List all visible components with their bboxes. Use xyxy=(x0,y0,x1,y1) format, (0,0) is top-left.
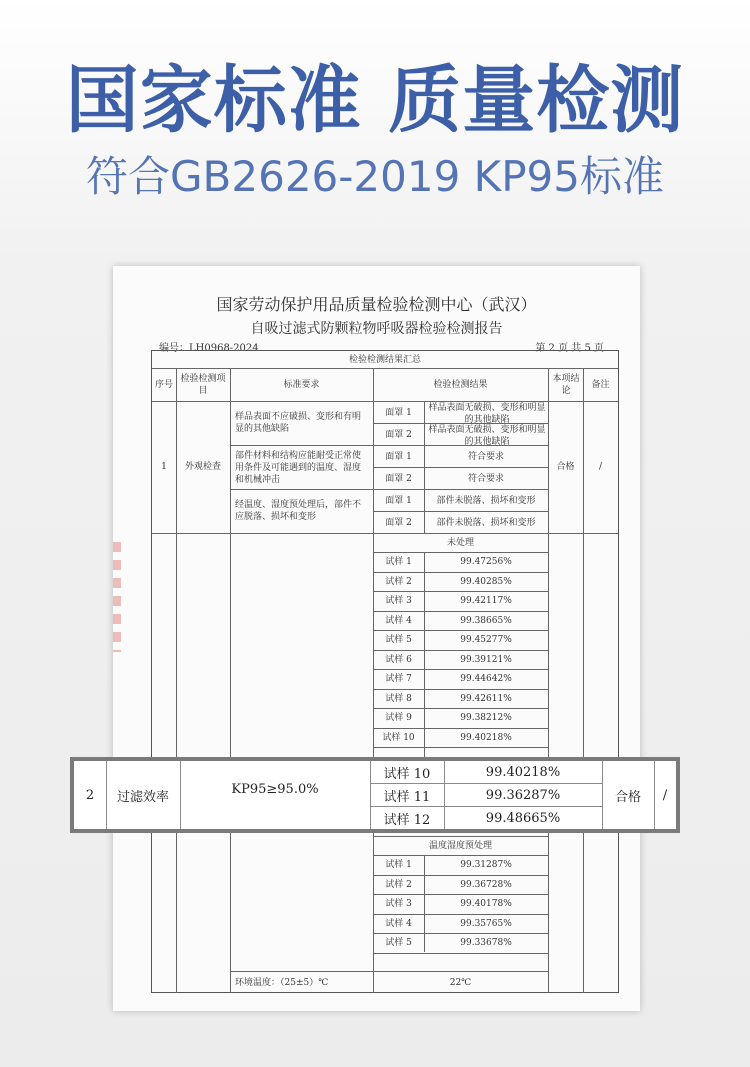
sample-value: 99.40285% xyxy=(460,576,512,587)
appearance-item: 外观检查 xyxy=(184,462,221,472)
report-organization-title: 国家劳动保护用品质量检验检测中心（武汉） xyxy=(216,295,537,314)
results-summary-table xyxy=(151,350,619,993)
appearance-mask: 面罩 2 xyxy=(385,518,412,528)
appearance-mask: 面罩 1 xyxy=(385,408,412,418)
table-caption: 检验检测结果汇总 xyxy=(348,355,421,365)
sample-value: 99.36728% xyxy=(460,879,512,890)
highlight-sample-value: 99.48665% xyxy=(485,810,561,826)
sample-name: 试样 9 xyxy=(385,713,412,723)
sample-value: 99.45277% xyxy=(460,635,512,645)
sample-value: 99.47256% xyxy=(460,557,512,567)
highlight-no: 2 xyxy=(85,787,95,803)
sample-name: 试样 5 xyxy=(385,938,412,948)
appearance-result: 符合要求 xyxy=(467,474,504,484)
env-temperature-value: 22℃ xyxy=(449,978,472,988)
sample-value: 99.44642% xyxy=(460,674,512,684)
sample-value: 99.38212% xyxy=(460,713,512,723)
header-remark: 备注 xyxy=(591,380,610,390)
report-number: 编号：LH0968-2024 xyxy=(159,343,259,354)
sample-name: 试样 4 xyxy=(385,615,412,626)
sample-name: 试样 4 xyxy=(385,918,412,929)
highlight-sample-name: 试样 12 xyxy=(383,812,431,828)
sample-name: 试样 3 xyxy=(385,899,412,909)
sample-name: 试样 5 xyxy=(385,635,412,645)
sample-name: 试样 8 xyxy=(385,693,412,704)
highlight-requirement: KP95≥95.0% xyxy=(231,781,319,797)
appearance-remark: / xyxy=(598,462,603,472)
sample-value: 99.35765% xyxy=(460,918,512,929)
report-page-info: 第 2 页 共 5 页 xyxy=(535,343,604,354)
header-requirement: 标准要求 xyxy=(283,380,320,390)
header-item: 检验检测项目 xyxy=(180,374,226,396)
appearance-conclusion: 合格 xyxy=(556,462,575,472)
sample-value: 99.40218% xyxy=(460,732,512,743)
appearance-result: 部件未脱落、损坏和变形 xyxy=(436,518,536,528)
red-seal-stamp xyxy=(113,542,121,652)
appearance-req-3: 经温度、湿度预处理后，部件不应脱落、损坏和变形 xyxy=(235,500,362,522)
sample-value: 99.42117% xyxy=(460,596,512,606)
highlight-sample-name: 试样 10 xyxy=(383,766,431,782)
appearance-result: 部件未脱落、损坏和变形 xyxy=(436,496,536,506)
untreated-label: 未处理 xyxy=(446,538,474,548)
sample-value: 99.31287% xyxy=(460,860,512,870)
appearance-mask: 面罩 2 xyxy=(385,430,412,440)
sample-name: 试样 10 xyxy=(382,732,415,743)
highlight-sample-value: 99.36287% xyxy=(485,787,561,803)
appearance-req-2: 部件材料和结构应能耐受正常使用条件及可能遇到的温度、湿度和机械冲击 xyxy=(235,451,362,485)
sample-name: 试样 6 xyxy=(385,654,412,665)
appearance-mask: 面罩 1 xyxy=(385,452,412,462)
sample-name: 试样 2 xyxy=(385,576,412,587)
appearance-no: 1 xyxy=(161,462,167,472)
sample-value: 99.39121% xyxy=(460,654,512,665)
sample-value: 99.38665% xyxy=(460,615,512,626)
header-conclusion: 本项结论 xyxy=(552,374,580,396)
appearance-result: 样品表面无破损、变形和明显的其他缺陷 xyxy=(428,403,546,425)
env-temperature-label: 环境温度：（25±5）℃ xyxy=(235,978,329,988)
highlight-conclusion: 合格 xyxy=(614,789,641,805)
highlight-item: 过滤效率 xyxy=(116,789,169,805)
sample-value: 99.42611% xyxy=(460,693,512,704)
appearance-result: 样品表面无破损、变形和明显的其他缺陷 xyxy=(428,425,546,447)
highlight-remark: / xyxy=(662,787,668,803)
subheadline: 符合GB2626-2019 KP95标准 xyxy=(86,152,664,201)
sample-name: 试样 1 xyxy=(385,860,412,870)
headline: 国家标准 质量检测 xyxy=(65,58,685,143)
sample-name: 试样 3 xyxy=(385,596,412,606)
test-report-document xyxy=(113,266,640,1011)
sample-name: 试样 7 xyxy=(385,674,412,684)
report-title: 自吸过滤式防颗粒物呼吸器检验检测报告 xyxy=(250,321,503,337)
appearance-result: 符合要求 xyxy=(467,452,504,462)
header-no: 序号 xyxy=(154,380,173,390)
pretreat-label: 温度湿度预处理 xyxy=(428,841,492,851)
sample-name: 试样 2 xyxy=(385,879,412,890)
highlight-sample-value: 99.40218% xyxy=(485,764,561,780)
sample-value: 99.40178% xyxy=(460,899,512,909)
header-result: 检验检测结果 xyxy=(433,380,488,390)
highlight-sample-name: 试样 11 xyxy=(383,789,431,805)
appearance-req-1: 样品表面不应破损、变形和有明显的其他缺陷 xyxy=(235,412,362,434)
appearance-mask: 面罩 2 xyxy=(385,474,412,484)
sample-name: 试样 1 xyxy=(385,557,412,567)
filtration-efficiency-highlight xyxy=(70,757,680,833)
sample-value: 99.33678% xyxy=(460,938,512,948)
appearance-mask: 面罩 1 xyxy=(385,496,412,506)
